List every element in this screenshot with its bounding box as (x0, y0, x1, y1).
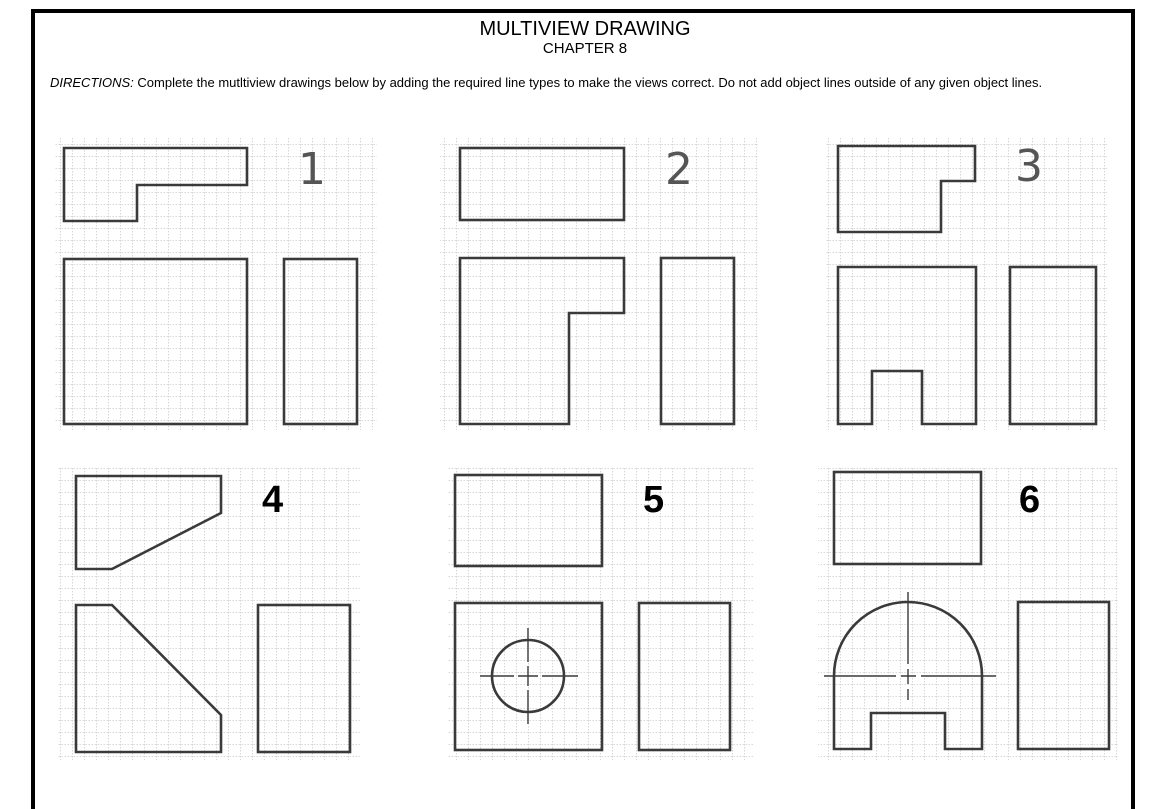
directions-label: DIRECTIONS: (50, 75, 134, 90)
problem-number-5: 5 (643, 479, 665, 521)
grid-area-5 (448, 467, 753, 760)
page-title: MULTIVIEW DRAWING (479, 18, 691, 40)
problem-number-3: 3 (1015, 141, 1043, 192)
directions-text: Complete the mutltiview drawings below by adding the required line types to make the views correct. Do not add object lines outside of any given object lines. (133, 75, 1043, 90)
grid-area-2 (440, 138, 758, 430)
grid-area-6 (818, 467, 1118, 760)
problem-number-6: 6 (1019, 479, 1041, 521)
problem-number-4: 4 (262, 479, 284, 521)
page-subtitle: CHAPTER 8 (542, 40, 628, 57)
grid-area-4 (58, 467, 360, 760)
grid-area-1 (55, 138, 377, 430)
problem-number-2: 2 (665, 144, 693, 195)
problem-number-1: 1 (298, 144, 326, 195)
